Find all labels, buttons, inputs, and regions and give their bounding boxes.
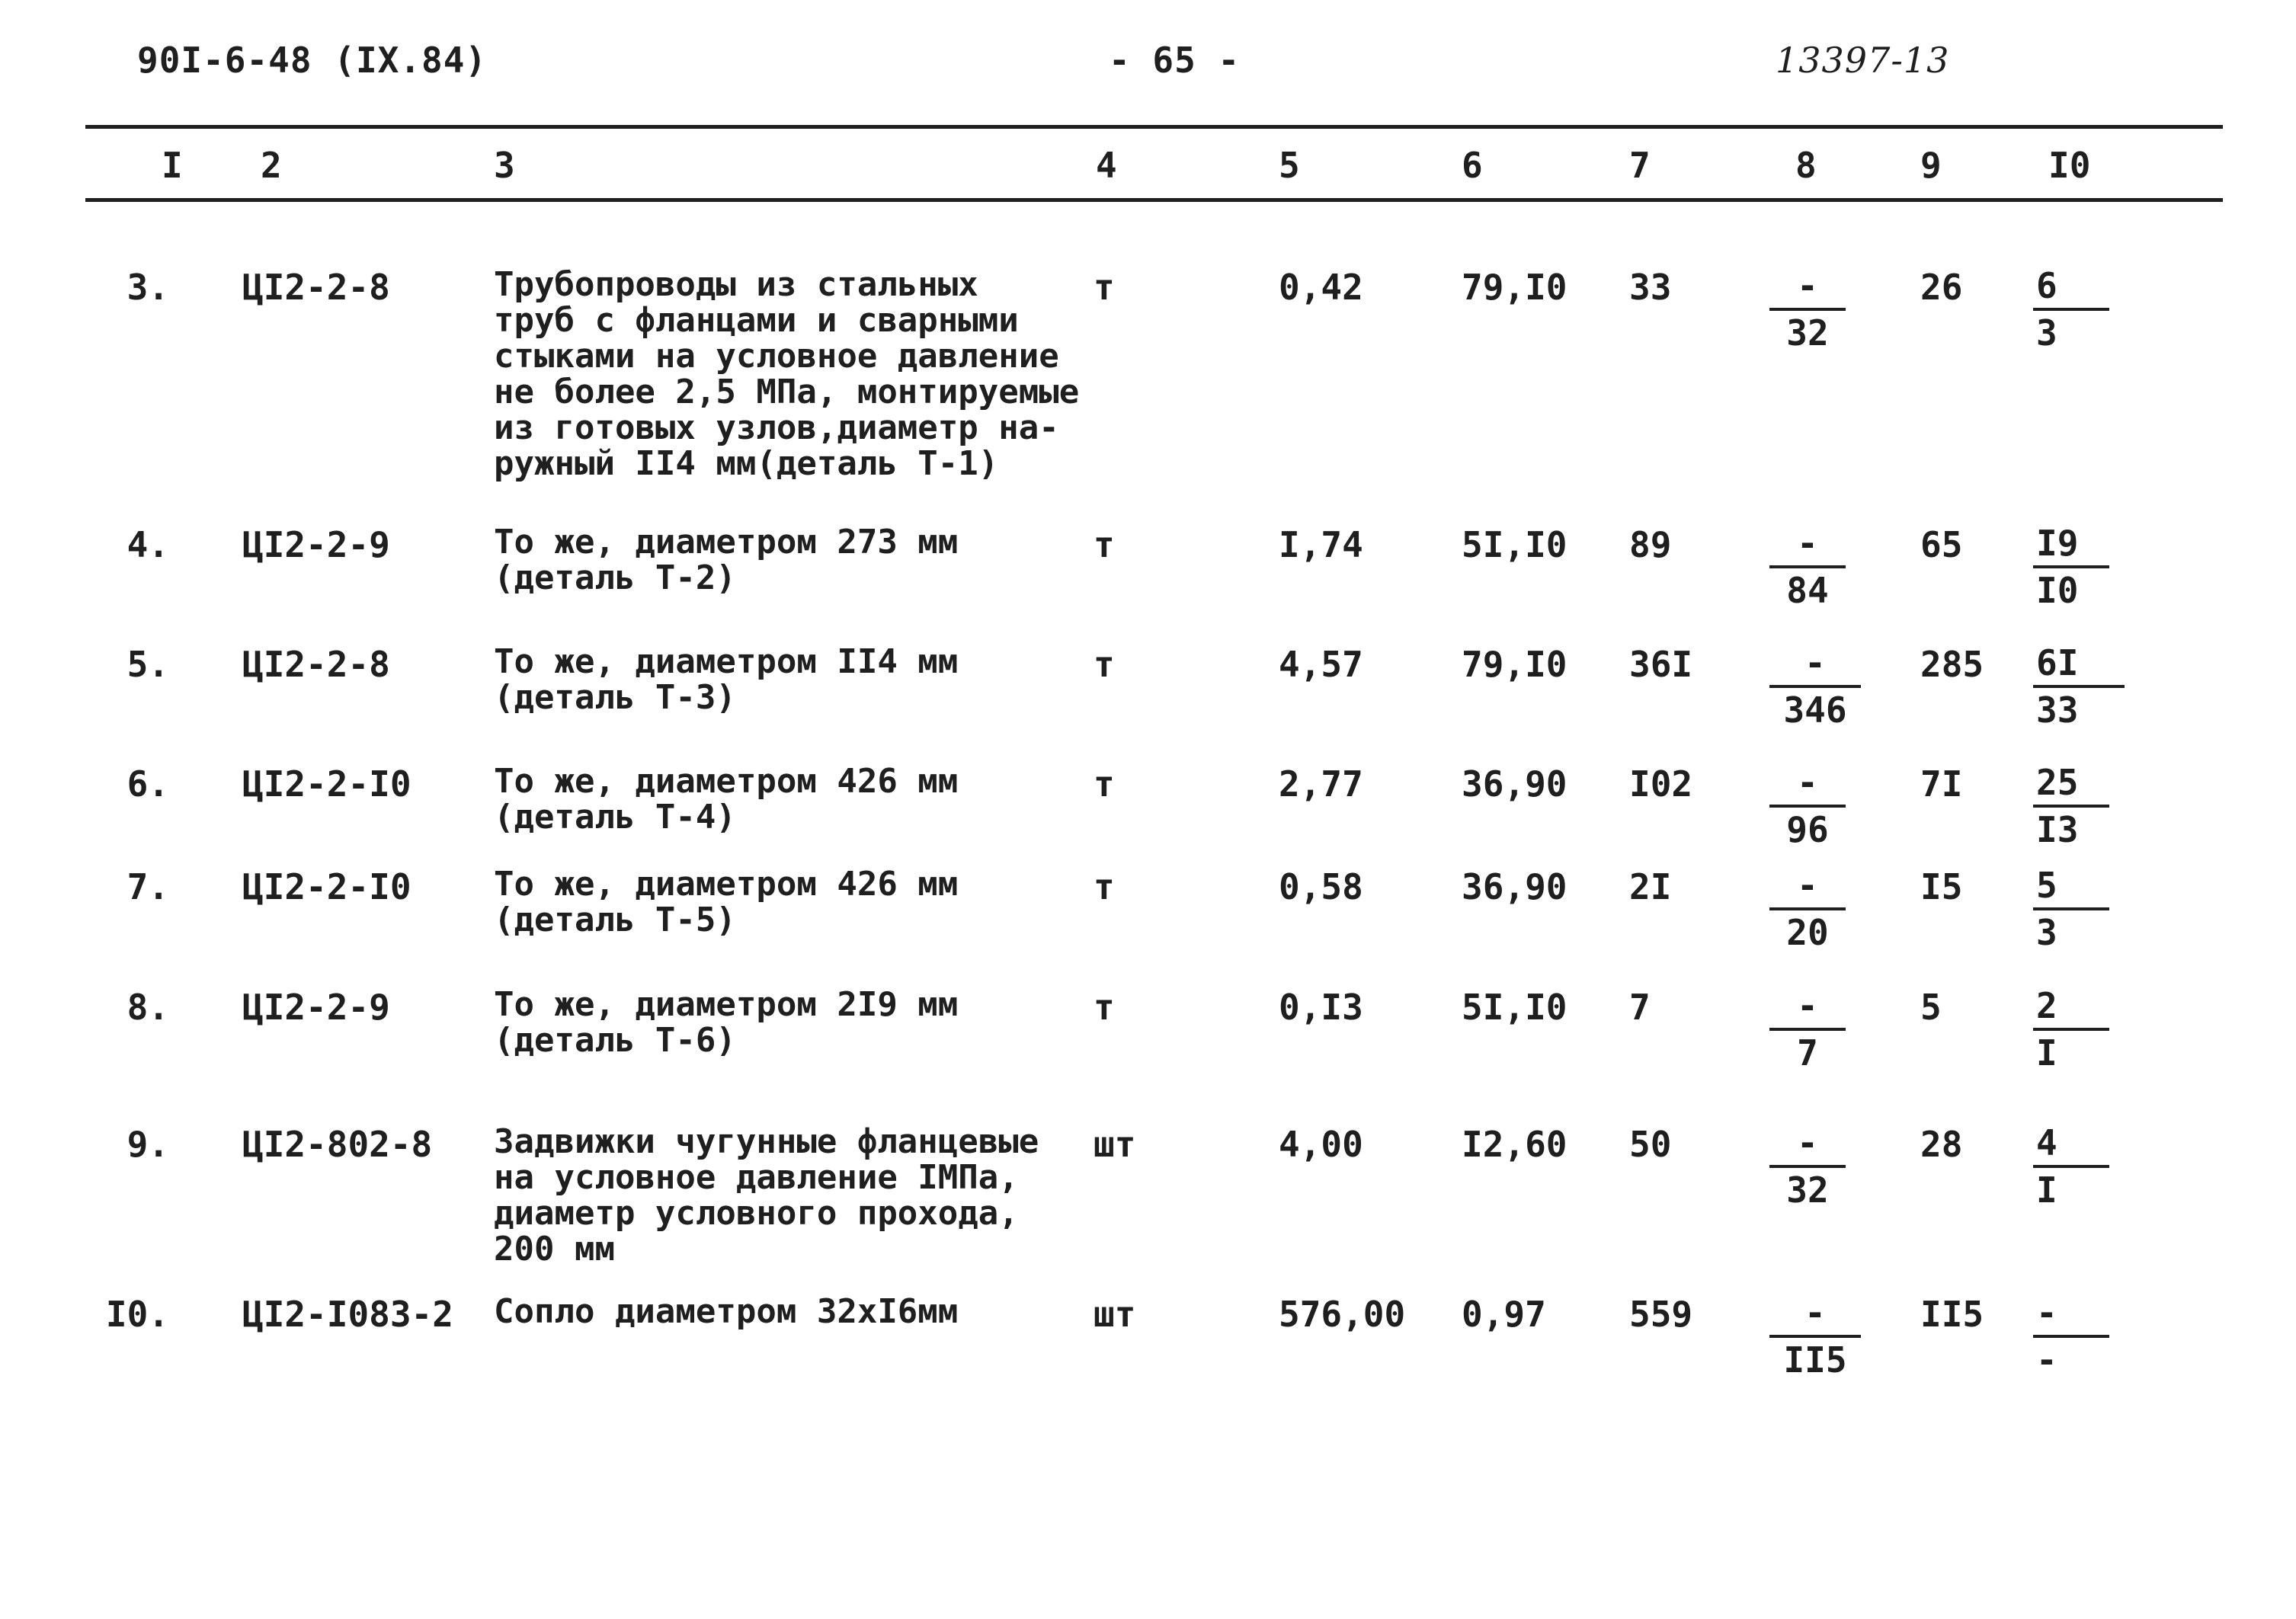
row-number: 5. xyxy=(126,644,169,685)
col8-numerator: - xyxy=(1804,1292,1826,1333)
col8-denominator: 32 xyxy=(1786,1169,1829,1211)
row-col9: 28 xyxy=(1920,1124,1963,1165)
col10-fraction xyxy=(2033,866,2109,952)
row-unit: т xyxy=(1094,866,1115,907)
col8-denominator: II5 xyxy=(1783,1339,1847,1381)
col8-numerator: - xyxy=(1797,985,1818,1026)
row-col9: I5 xyxy=(1920,866,1963,907)
row-unit: т xyxy=(1094,644,1115,685)
col10-numerator: 6 xyxy=(2036,265,2057,306)
row-number: 3. xyxy=(126,267,169,308)
row-unit: т xyxy=(1094,763,1115,805)
row-quantity: I,74 xyxy=(1279,524,1363,565)
page-number: - 65 - xyxy=(1109,40,1241,81)
col10-numerator: 25 xyxy=(2036,762,2079,803)
row-unit: шт xyxy=(1094,1124,1136,1165)
col8-numerator: - xyxy=(1797,762,1818,803)
table-header-rule xyxy=(85,198,2223,202)
fraction-bar xyxy=(1769,907,1846,910)
row-description: То же, диаметром 426 мм (деталь Т-5) xyxy=(494,865,959,939)
row-code: ЦI2-I083-2 xyxy=(242,1294,453,1335)
col10-denominator: I3 xyxy=(2036,809,2079,850)
row-col9: 5 xyxy=(1920,987,1942,1028)
row-unit: шт xyxy=(1094,1294,1136,1335)
col10-fraction xyxy=(2033,1124,2109,1209)
col10-numerator: I9 xyxy=(2036,523,2079,564)
row-quantity: 4,00 xyxy=(1279,1124,1363,1165)
row-description: Задвижки чугунные фланцевые на условное давление IМПа, диаметр условного прохода, 200 мм xyxy=(494,1122,1039,1269)
fraction-bar xyxy=(1769,565,1846,568)
col8-denominator: 32 xyxy=(1786,312,1829,354)
fraction-bar xyxy=(2033,1028,2109,1031)
col10-numerator: 5 xyxy=(2036,865,2057,906)
row-code: ЦI2-2-9 xyxy=(242,524,390,565)
row-number: I0. xyxy=(105,1294,169,1335)
col10-fraction xyxy=(2033,644,2125,729)
row-col9: II5 xyxy=(1920,1294,1984,1335)
col8-fraction xyxy=(1769,644,1861,729)
col8-denominator: 84 xyxy=(1786,570,1829,611)
sheet-code: 13397-13 xyxy=(1776,40,1950,81)
row-code: ЦI2-2-I0 xyxy=(242,763,411,805)
row-price: 79,I0 xyxy=(1462,267,1567,308)
col10-denominator: 3 xyxy=(2036,912,2057,953)
col8-fraction xyxy=(1769,866,1846,952)
row-total: 7 xyxy=(1629,987,1651,1028)
fraction-bar xyxy=(1769,1165,1846,1168)
col10-numerator: 6I xyxy=(2036,642,2079,683)
col8-numerator: - xyxy=(1797,865,1818,906)
row-price: I2,60 xyxy=(1462,1124,1567,1165)
row-quantity: 576,00 xyxy=(1279,1294,1406,1335)
column-header-10: I0 xyxy=(2048,145,2091,186)
row-total: 89 xyxy=(1629,524,1672,565)
col10-denominator: 33 xyxy=(2036,690,2079,731)
row-quantity: 0,I3 xyxy=(1279,987,1363,1028)
fraction-bar xyxy=(1769,1335,1861,1338)
row-col9: 7I xyxy=(1920,763,1963,805)
row-quantity: 0,42 xyxy=(1279,267,1363,308)
col10-fraction xyxy=(2033,763,2109,849)
fraction-bar xyxy=(2033,1335,2109,1338)
row-quantity: 2,77 xyxy=(1279,763,1363,805)
col8-numerator: - xyxy=(1797,265,1818,306)
fraction-bar xyxy=(1769,308,1846,311)
row-description: То же, диаметром 2I9 мм (деталь Т-6) xyxy=(494,985,959,1060)
column-header-7: 7 xyxy=(1629,145,1651,186)
row-description: То же, диаметром 273 мм (деталь Т-2) xyxy=(494,523,959,597)
col10-denominator: I xyxy=(2036,1169,2057,1211)
column-header-6: 6 xyxy=(1462,145,1483,186)
row-description: То же, диаметром II4 мм (деталь Т-3) xyxy=(494,642,959,717)
row-code: ЦI2-802-8 xyxy=(242,1124,433,1165)
column-header-5: 5 xyxy=(1279,145,1300,186)
row-unit: т xyxy=(1094,267,1115,308)
col10-denominator: I xyxy=(2036,1032,2057,1073)
col10-denominator: I0 xyxy=(2036,570,2079,611)
col10-fraction xyxy=(2033,524,2109,610)
fraction-bar xyxy=(1769,1028,1846,1031)
col8-denominator: 7 xyxy=(1797,1032,1818,1073)
row-total: 33 xyxy=(1629,267,1672,308)
row-unit: т xyxy=(1094,524,1115,565)
col8-numerator: - xyxy=(1804,642,1826,683)
row-code: ЦI2-2-8 xyxy=(242,267,390,308)
row-code: ЦI2-2-9 xyxy=(242,987,390,1028)
column-header-8: 8 xyxy=(1795,145,1817,186)
row-description: Трубопроводы из стальных труб с фланцами и сварными стыками на условное давление не более 2,5 МПа, монтируемые из готовых узлов,диаметр на- ружный II4 мм(деталь Т-1) xyxy=(494,265,1080,483)
col8-numerator: - xyxy=(1797,1122,1818,1163)
document-code: 90I-6-48 (IX.84) xyxy=(137,40,488,81)
column-header-2: 2 xyxy=(261,145,282,186)
fraction-bar xyxy=(1769,805,1846,808)
fraction-bar xyxy=(2033,907,2109,910)
col10-numerator: - xyxy=(2036,1292,2057,1333)
row-col9: 285 xyxy=(1920,644,1984,685)
row-code: ЦI2-2-I0 xyxy=(242,866,411,907)
col10-numerator: 2 xyxy=(2036,985,2057,1026)
row-number: 6. xyxy=(126,763,169,805)
fraction-bar xyxy=(2033,805,2109,808)
row-price: 36,90 xyxy=(1462,763,1567,805)
col8-denominator: 96 xyxy=(1786,809,1829,850)
col10-fraction xyxy=(2033,987,2109,1072)
row-quantity: 0,58 xyxy=(1279,866,1363,907)
row-col9: 65 xyxy=(1920,524,1963,565)
row-price: 5I,I0 xyxy=(1462,987,1567,1028)
col8-fraction xyxy=(1769,987,1846,1072)
row-number: 7. xyxy=(126,866,169,907)
row-description: То же, диаметром 426 мм (деталь Т-4) xyxy=(494,762,959,837)
row-quantity: 4,57 xyxy=(1279,644,1363,685)
row-unit: т xyxy=(1094,987,1115,1028)
fraction-bar xyxy=(2033,565,2109,568)
row-description: Сопло диаметром 32хI6мм xyxy=(494,1292,959,1331)
col10-fraction xyxy=(2033,1294,2109,1379)
column-header-1: I xyxy=(162,145,183,186)
fraction-bar xyxy=(2033,685,2125,688)
row-number: 9. xyxy=(126,1124,169,1165)
col8-fraction xyxy=(1769,763,1846,849)
row-price: 79,I0 xyxy=(1462,644,1567,685)
col8-denominator: 346 xyxy=(1783,690,1847,731)
row-total: I02 xyxy=(1629,763,1693,805)
col8-fraction xyxy=(1769,267,1846,352)
row-col9: 26 xyxy=(1920,267,1963,308)
row-total: 2I xyxy=(1629,866,1672,907)
row-price: 5I,I0 xyxy=(1462,524,1567,565)
col10-fraction xyxy=(2033,267,2109,352)
row-number: 4. xyxy=(126,524,169,565)
row-total: 36I xyxy=(1629,644,1693,685)
col8-fraction xyxy=(1769,1294,1861,1379)
row-price: 36,90 xyxy=(1462,866,1567,907)
row-total: 50 xyxy=(1629,1124,1672,1165)
fraction-bar xyxy=(2033,308,2109,311)
col10-numerator: 4 xyxy=(2036,1122,2057,1163)
column-header-4: 4 xyxy=(1096,145,1117,186)
col8-denominator: 20 xyxy=(1786,912,1829,953)
fraction-bar xyxy=(2033,1165,2109,1168)
table-top-rule xyxy=(85,125,2223,129)
col8-fraction xyxy=(1769,524,1846,610)
column-header-3: 3 xyxy=(494,145,515,186)
col10-denominator: - xyxy=(2036,1339,2057,1381)
row-code: ЦI2-2-8 xyxy=(242,644,390,685)
row-total: 559 xyxy=(1629,1294,1693,1335)
row-price: 0,97 xyxy=(1462,1294,1546,1335)
row-number: 8. xyxy=(126,987,169,1028)
col8-numerator: - xyxy=(1797,523,1818,564)
column-header-9: 9 xyxy=(1920,145,1942,186)
col8-fraction xyxy=(1769,1124,1846,1209)
col10-denominator: 3 xyxy=(2036,312,2057,354)
fraction-bar xyxy=(1769,685,1861,688)
